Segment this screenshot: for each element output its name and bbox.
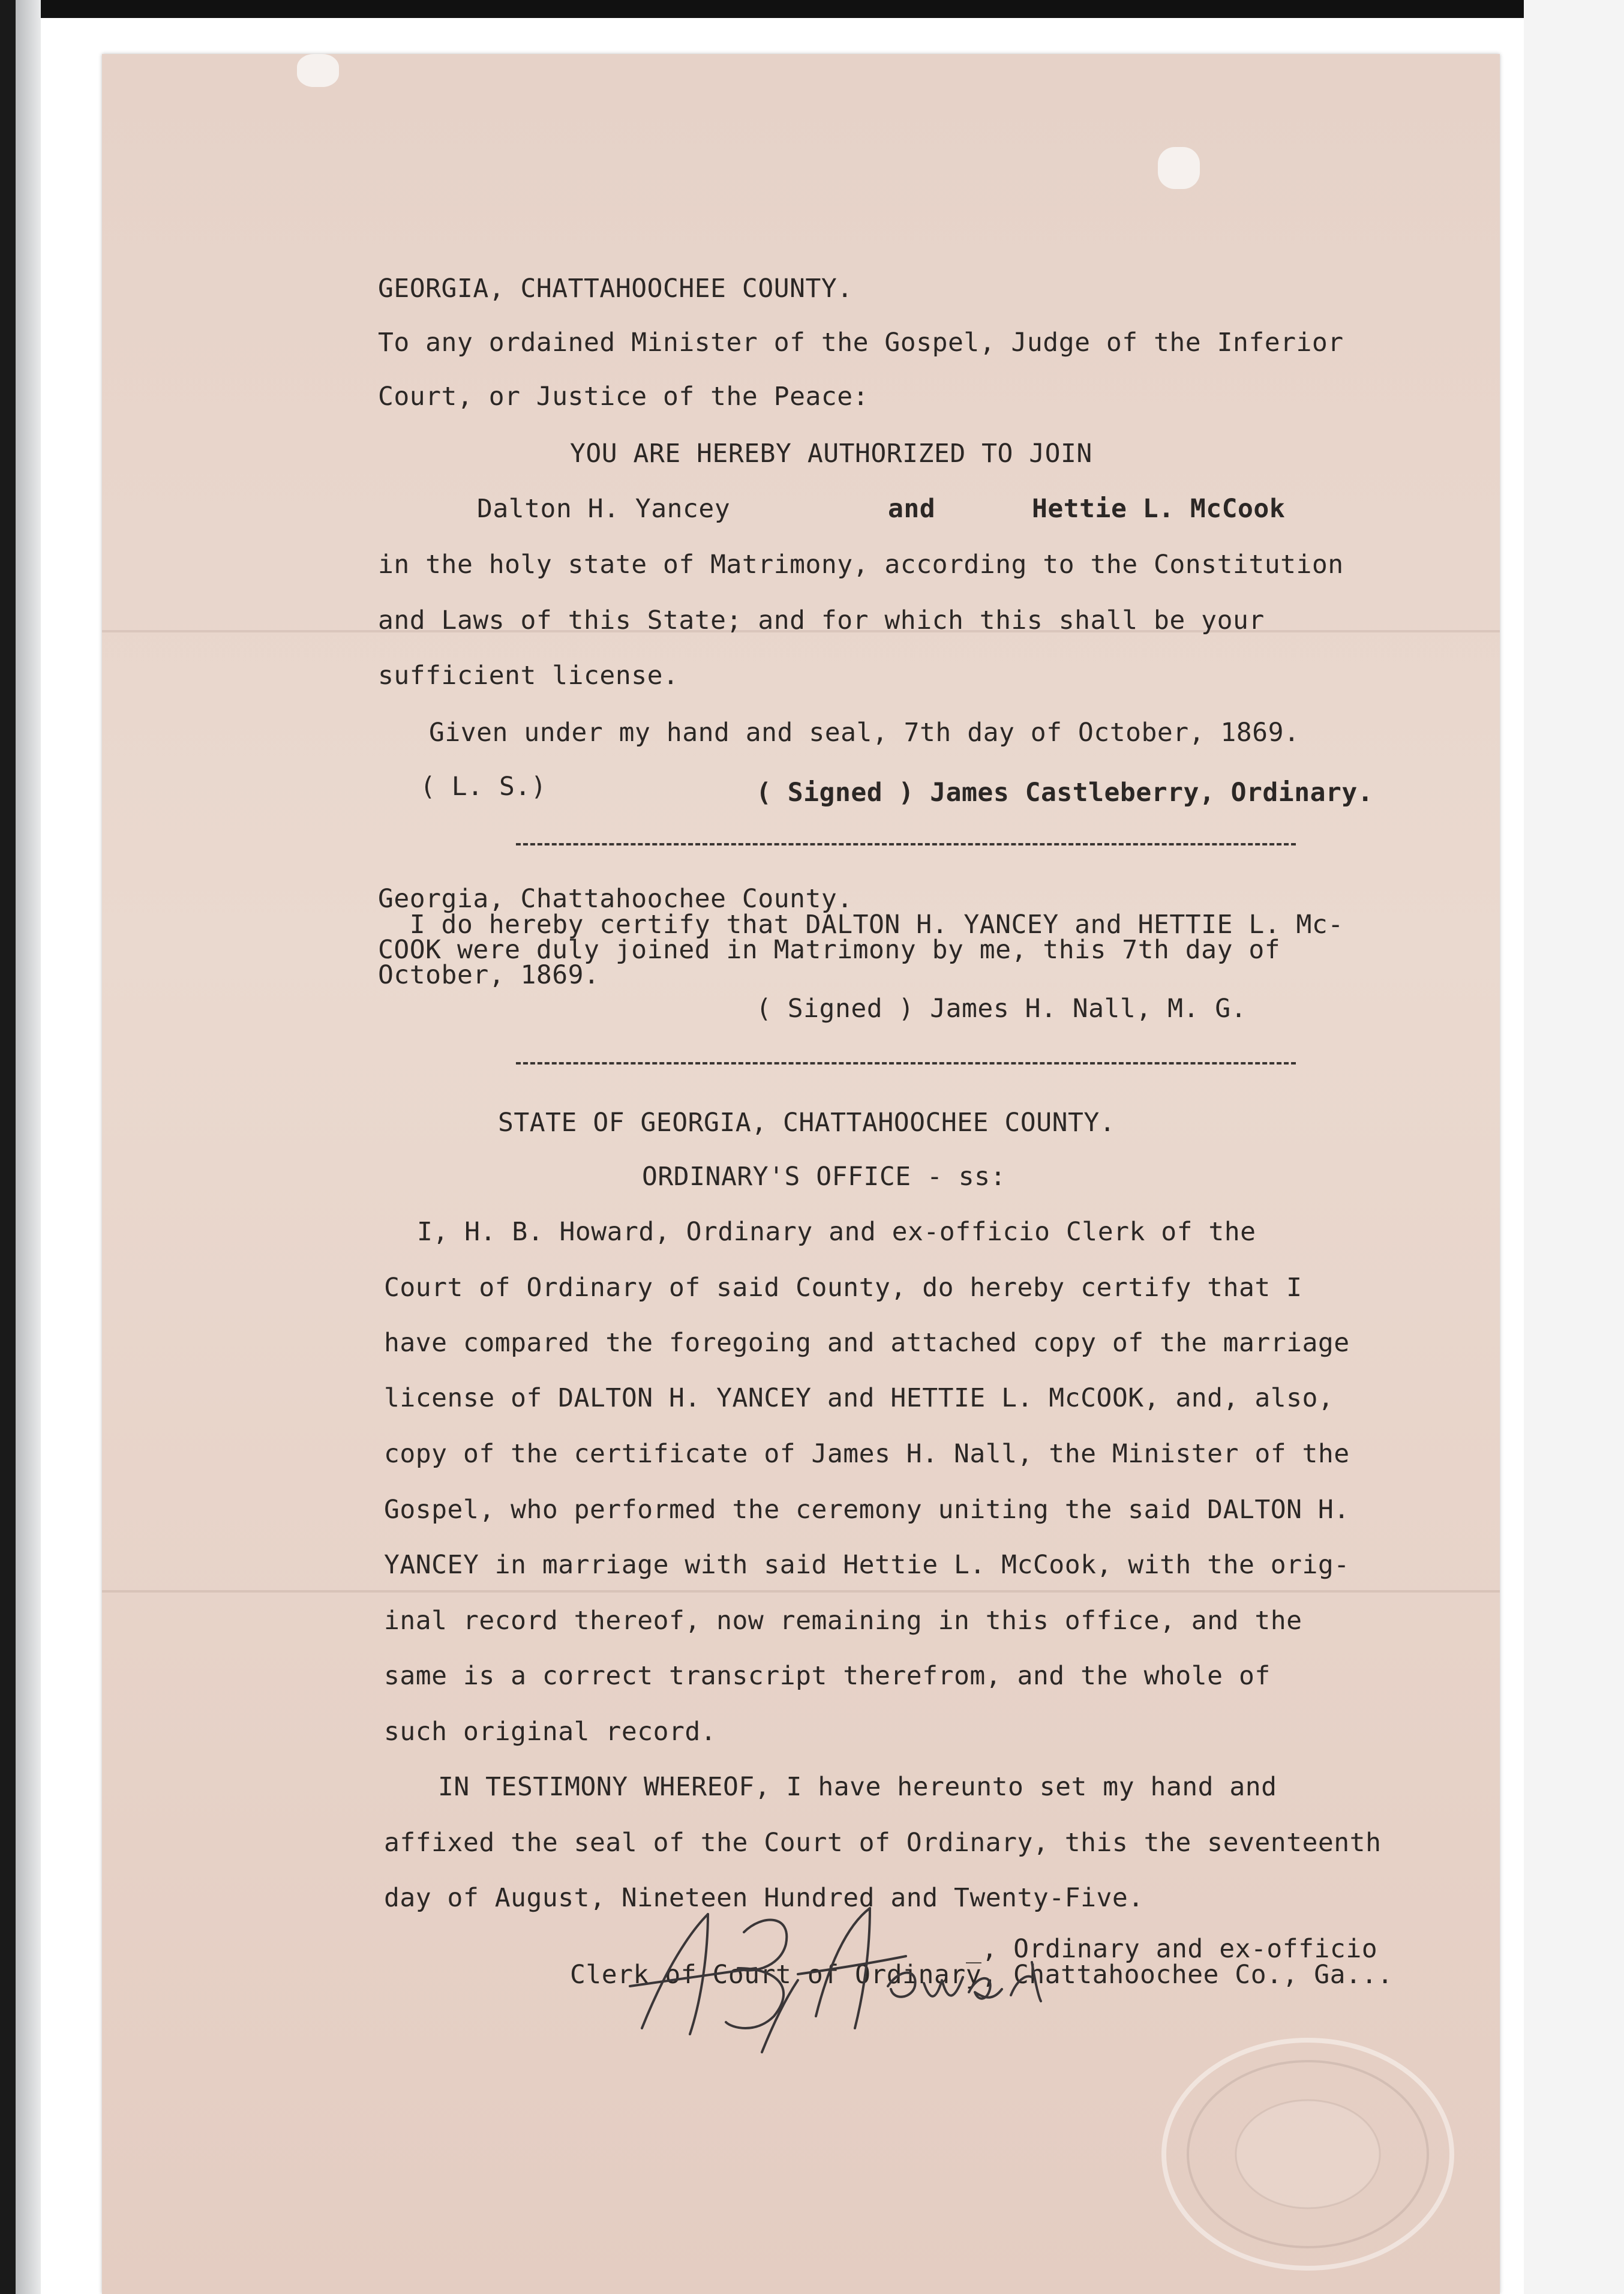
handwritten-signature (618, 1878, 1050, 2058)
and-word: and (888, 494, 936, 524)
closing-line: _, Ordinary and ex-officio (966, 1934, 1378, 1964)
license-line: Court, or Justice of the Peace: (378, 382, 869, 412)
scanner-left-margin (16, 0, 41, 2294)
attestation-line: inal record thereof, now remaining in this office, and the (384, 1606, 1302, 1636)
attestation-line: I, H. B. Howard, Ordinary and ex-officio Clerk of the (417, 1217, 1256, 1247)
attestation-line: Court of Ordinary of said County, do hereby certify that I (384, 1273, 1302, 1303)
groom-name: Dalton H. Yancey (477, 494, 731, 524)
license-line: and Laws of this State; and for which this shall be your (378, 605, 1265, 635)
document-page (102, 54, 1500, 2294)
attestation-line: license of DALTON H. YANCEY and HETTIE L. McCOOK, and, also, (384, 1383, 1334, 1413)
attestation-line: Gospel, who performed the ceremony uniting the said DALTON H. (384, 1495, 1350, 1525)
attestation-line: same is a correct transcript therefrom, and the whole of (384, 1661, 1271, 1691)
attestation-line: YANCEY in marriage with said Hettie L. McCook, with the orig- (384, 1550, 1350, 1580)
license-signature-line: ( Signed ) James Castleberry, Ordinary. (756, 778, 1374, 808)
embossed-seal (1140, 2028, 1476, 2280)
license-heading: GEORGIA, CHATTAHOOCHEE COUNTY. (378, 274, 853, 304)
attestation-line: such original record. (384, 1717, 717, 1747)
license-line: sufficient license. (378, 661, 679, 691)
license-line: in the holy state of Matrimony, according to the Constitution (378, 550, 1344, 580)
scanner-right-margin (1524, 0, 1624, 2294)
testimony-line: day of August, Nineteen Hundred and Twenty-Five. (384, 1883, 1144, 1913)
certificate-signature-line: ( Signed ) James H. Nall, M. G. (756, 994, 1247, 1024)
seal-mark: ( L. S.) (420, 772, 547, 802)
attestation-heading: STATE OF GEORGIA, CHATTAHOOCHEE COUNTY. (498, 1108, 1116, 1138)
attestation-line: have compared the foregoing and attached copy of the marriage (384, 1328, 1350, 1358)
license-given: Given under my hand and seal, 7th day of October, 1869. (429, 718, 1300, 748)
paper-tear (297, 54, 339, 87)
certificate-line: COOK were duly joined in Matrimony by me, this 7th day of (378, 935, 1281, 965)
scanner-left-edge (0, 0, 16, 2294)
scanner-top-edge (0, 0, 1624, 18)
paper-fold (102, 1590, 1500, 1593)
certificate-heading: Georgia, Chattahoochee County. (378, 884, 853, 914)
certificate-line: October, 1869. (378, 960, 600, 990)
paper-hole (1158, 147, 1200, 189)
license-line: To any ordained Minister of the Gospel, Judge of the Inferior (378, 328, 1344, 358)
section-divider (516, 1062, 1296, 1064)
authorization-heading: YOU ARE HEREBY AUTHORIZED TO JOIN (570, 439, 1092, 469)
certificate-line: I do hereby certify that DALTON H. YANCEY and HETTIE L. Mc- (378, 910, 1344, 940)
bride-name: Hettie L. McCook (1032, 494, 1286, 524)
closing-line: Clerk of Court of Ordinary, Chattahoochee Co., Ga... (570, 1960, 1394, 1990)
attestation-line: copy of the certificate of James H. Nall, the Minister of the (384, 1439, 1350, 1469)
testimony-line: IN TESTIMONY WHEREOF, I have hereunto set my hand and (438, 1772, 1277, 1802)
testimony-line: affixed the seal of the Court of Ordinary, this the seventeenth (384, 1828, 1382, 1858)
section-divider (516, 843, 1296, 845)
attestation-subheading: ORDINARY'S OFFICE - ss: (642, 1162, 1006, 1192)
